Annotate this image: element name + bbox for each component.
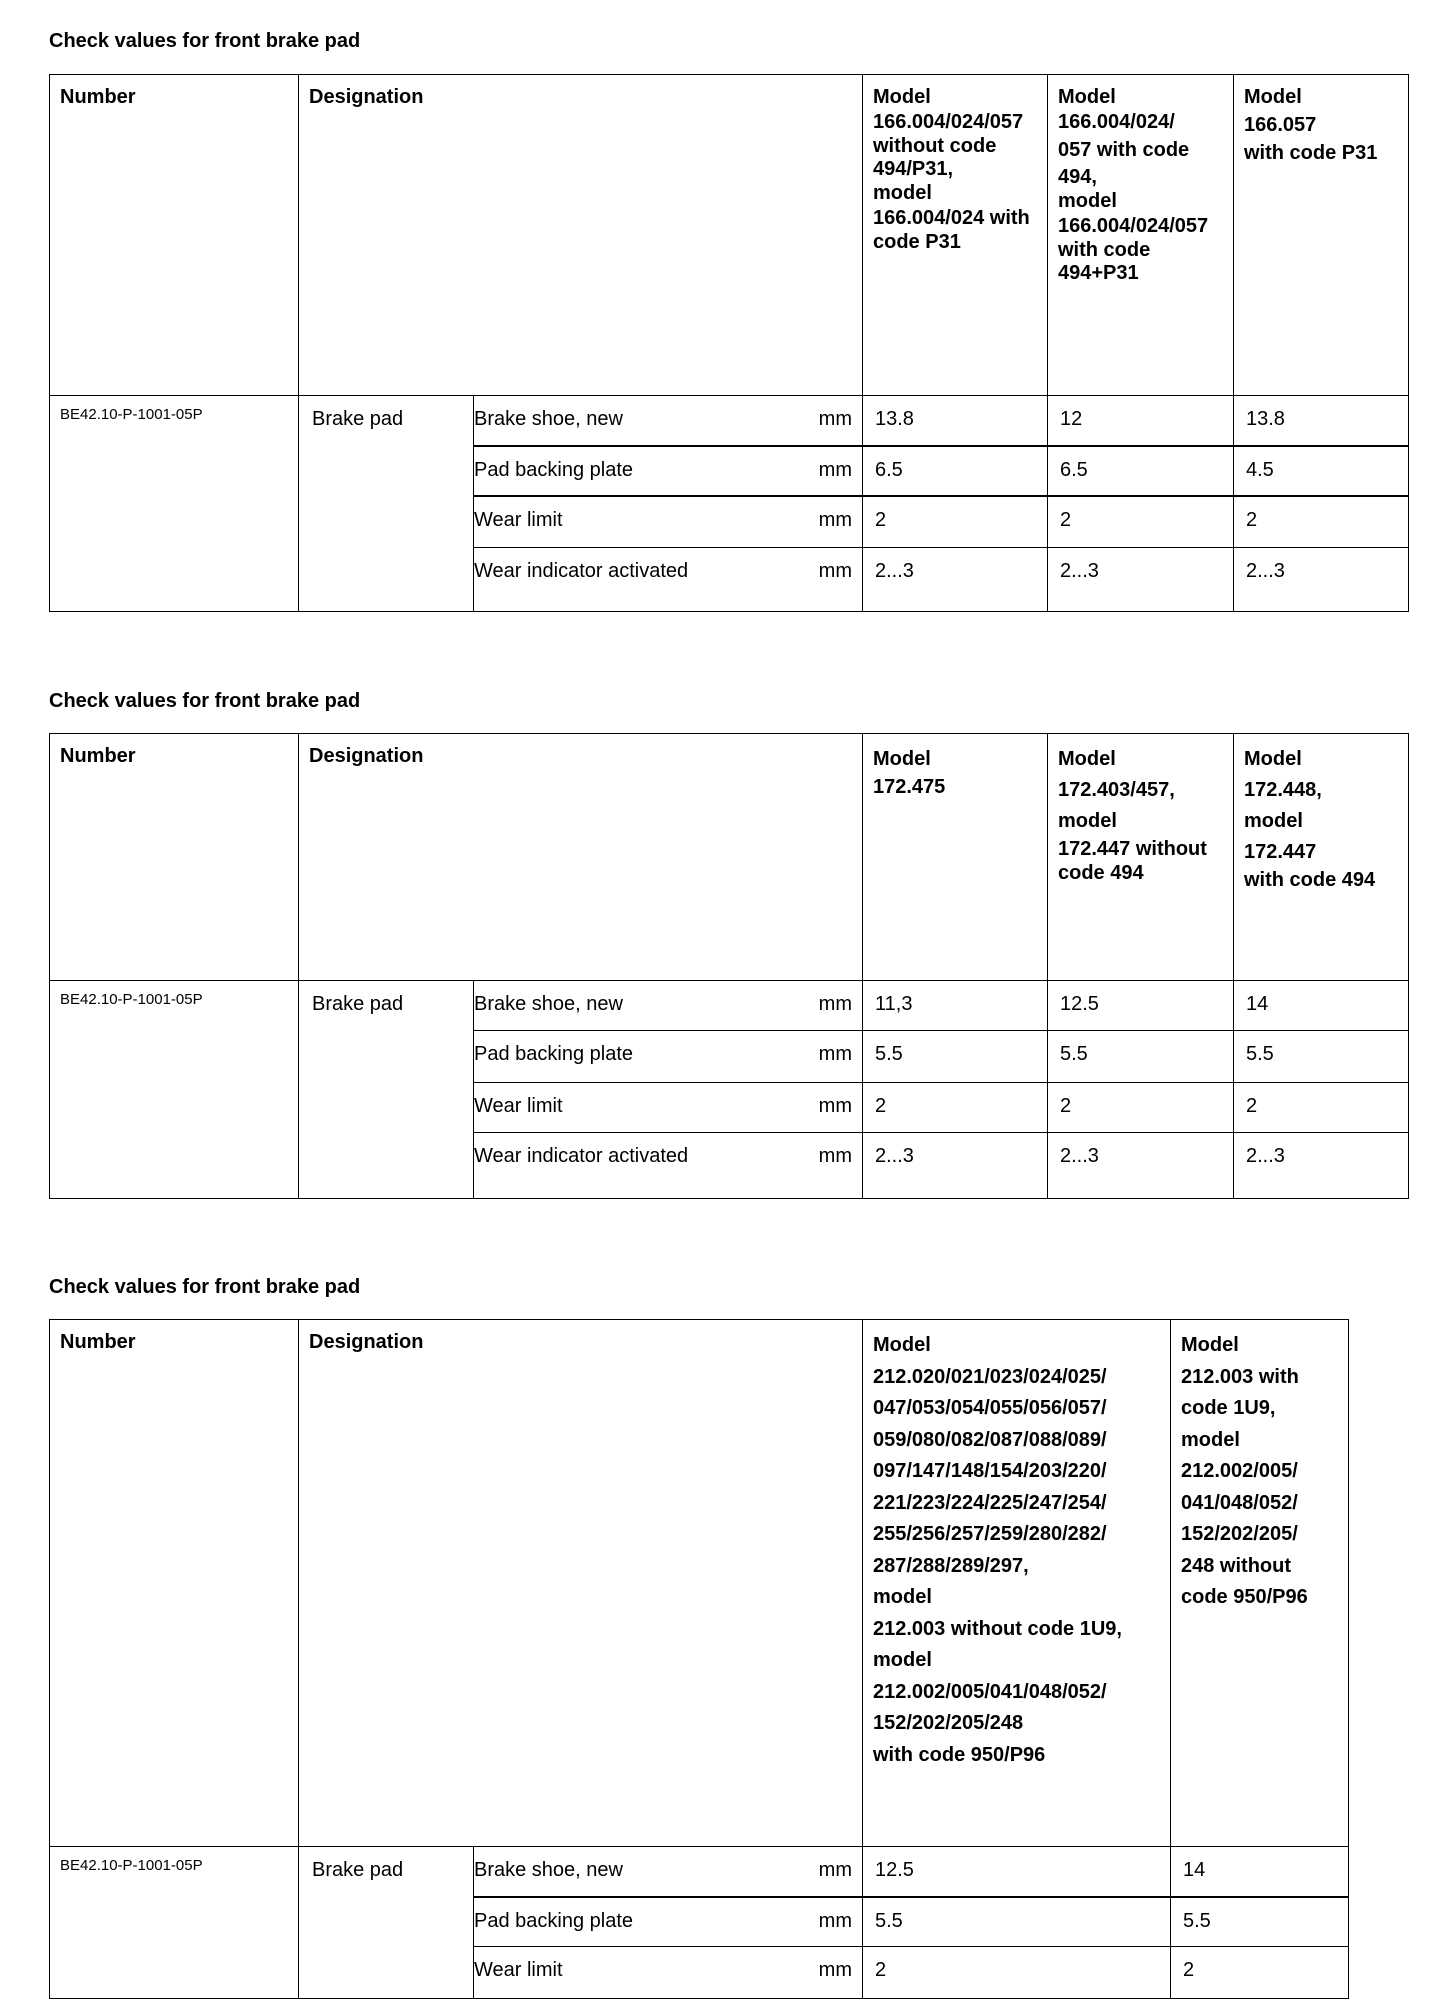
value-cell: 4.5 (1234, 446, 1409, 496)
value-cell: 2...3 (1234, 1133, 1409, 1199)
value-cell: 13.8 (863, 396, 1048, 446)
row-label: Brake shoe, new (474, 1847, 794, 1897)
table-row (50, 1847, 1349, 1897)
model-header-col-1: Model 172.475 (863, 734, 1048, 981)
row-label: Wear indicator activated (474, 1133, 794, 1199)
unit: mm (794, 396, 863, 446)
model-header-col-3: Model 172.448, model 172.447 with code 494 (1234, 734, 1409, 981)
value-cell: 2...3 (863, 548, 1048, 612)
row-label: Wear limit (474, 496, 794, 548)
row-label: Pad backing plate (474, 446, 794, 496)
part-number: BE42.10-P-1001-05P (50, 1847, 299, 1999)
designation-header: Designation (299, 75, 863, 396)
unit: mm (794, 1947, 863, 1999)
unit: mm (794, 1031, 863, 1083)
model-header-col-2: Model 212.003 with code 1U9, model 212.002/005/ 041/048/052/ 152/202/205/ 248 without code 950/P96 (1171, 1320, 1349, 1847)
value-cell: 2 (1048, 496, 1234, 548)
value-cell: 2...3 (1234, 548, 1409, 612)
part-number: BE42.10-P-1001-05P (50, 981, 299, 1199)
check-values-table-2 (49, 733, 1409, 1199)
value-cell: 2 (1048, 1083, 1234, 1133)
section-title: Check values for front brake pad (49, 30, 361, 52)
value-cell: 2 (863, 1947, 1171, 1999)
model-header-col-2: Model 172.403/457, model 172.447 without code 494 (1048, 734, 1234, 981)
row-label: Wear limit (474, 1947, 794, 1999)
row-label: Wear indicator activated (474, 548, 794, 612)
table-row (50, 396, 1409, 446)
row-label: Brake shoe, new (474, 396, 794, 446)
number-header: Number (50, 75, 299, 396)
designation-brake-pad: Brake pad (299, 1847, 474, 1999)
model-header-col-1: Model 166.004/024/057 without code 494/P31, model 166.004/024 with code P31 (863, 75, 1048, 396)
row-label: Brake shoe, new (474, 981, 794, 1031)
number-header: Number (50, 1320, 299, 1847)
designation-brake-pad: Brake pad (299, 981, 474, 1199)
unit: mm (794, 1083, 863, 1133)
value-cell: 2 (1171, 1947, 1349, 1999)
row-label: Pad backing plate (474, 1897, 794, 1947)
section-title: Check values for front brake pad (49, 1276, 361, 1298)
row-label: Pad backing plate (474, 1031, 794, 1083)
value-cell: 14 (1171, 1847, 1349, 1897)
model-header-col-1: Model 212.020/021/023/024/025/ 047/053/054/055/056/057/ 059/080/082/087/088/089/ 097/147/148/154/203/220/ 221/223/224/225/247/254/ 255/256/257/259/280/282/ 287/288/289/297, model 212.003 without code 1U9, model 212.002/005/041/048/052/ 152/202/205/248 with code 950/P96 (863, 1320, 1171, 1847)
check-values-table-3 (49, 1319, 1349, 1999)
value-cell: 6.5 (863, 446, 1048, 496)
value-cell: 12.5 (1048, 981, 1234, 1031)
value-cell: 5.5 (1048, 1031, 1234, 1083)
value-cell: 5.5 (1171, 1897, 1349, 1947)
header-row (50, 1320, 1349, 1847)
value-cell: 11,3 (863, 981, 1048, 1031)
row-label: Wear limit (474, 1083, 794, 1133)
value-cell: 2...3 (1048, 548, 1234, 612)
value-cell: 2 (863, 496, 1048, 548)
unit: mm (794, 1847, 863, 1897)
section-title: Check values for front brake pad (49, 690, 361, 712)
value-cell: 5.5 (1234, 1031, 1409, 1083)
value-cell: 5.5 (863, 1897, 1171, 1947)
part-number: BE42.10-P-1001-05P (50, 396, 299, 612)
unit: mm (794, 496, 863, 548)
value-cell: 2 (1234, 496, 1409, 548)
designation-header: Designation (299, 734, 863, 981)
designation-brake-pad: Brake pad (299, 396, 474, 612)
value-cell: 12.5 (863, 1847, 1171, 1897)
unit: mm (794, 446, 863, 496)
header-row (50, 75, 1409, 396)
unit: mm (794, 1133, 863, 1199)
value-cell: 2 (1234, 1083, 1409, 1133)
number-header: Number (50, 734, 299, 981)
value-cell: 2...3 (863, 1133, 1048, 1199)
table-row (50, 981, 1409, 1031)
value-cell: 5.5 (863, 1031, 1048, 1083)
model-header-col-3: Model 166.057 with code P31 (1234, 75, 1409, 396)
value-cell: 12 (1048, 396, 1234, 446)
model-header-col-2: Model 166.004/024/ 057 with code 494, model 166.004/024/057 with code 494+P31 (1048, 75, 1234, 396)
value-cell: 6.5 (1048, 446, 1234, 496)
header-row (50, 734, 1409, 981)
value-cell: 13.8 (1234, 396, 1409, 446)
unit: mm (794, 981, 863, 1031)
value-cell: 14 (1234, 981, 1409, 1031)
unit: mm (794, 1897, 863, 1947)
value-cell: 2...3 (1048, 1133, 1234, 1199)
value-cell: 2 (863, 1083, 1048, 1133)
check-values-table-1 (49, 74, 1409, 612)
unit: mm (794, 548, 863, 612)
designation-header: Designation (299, 1320, 863, 1847)
